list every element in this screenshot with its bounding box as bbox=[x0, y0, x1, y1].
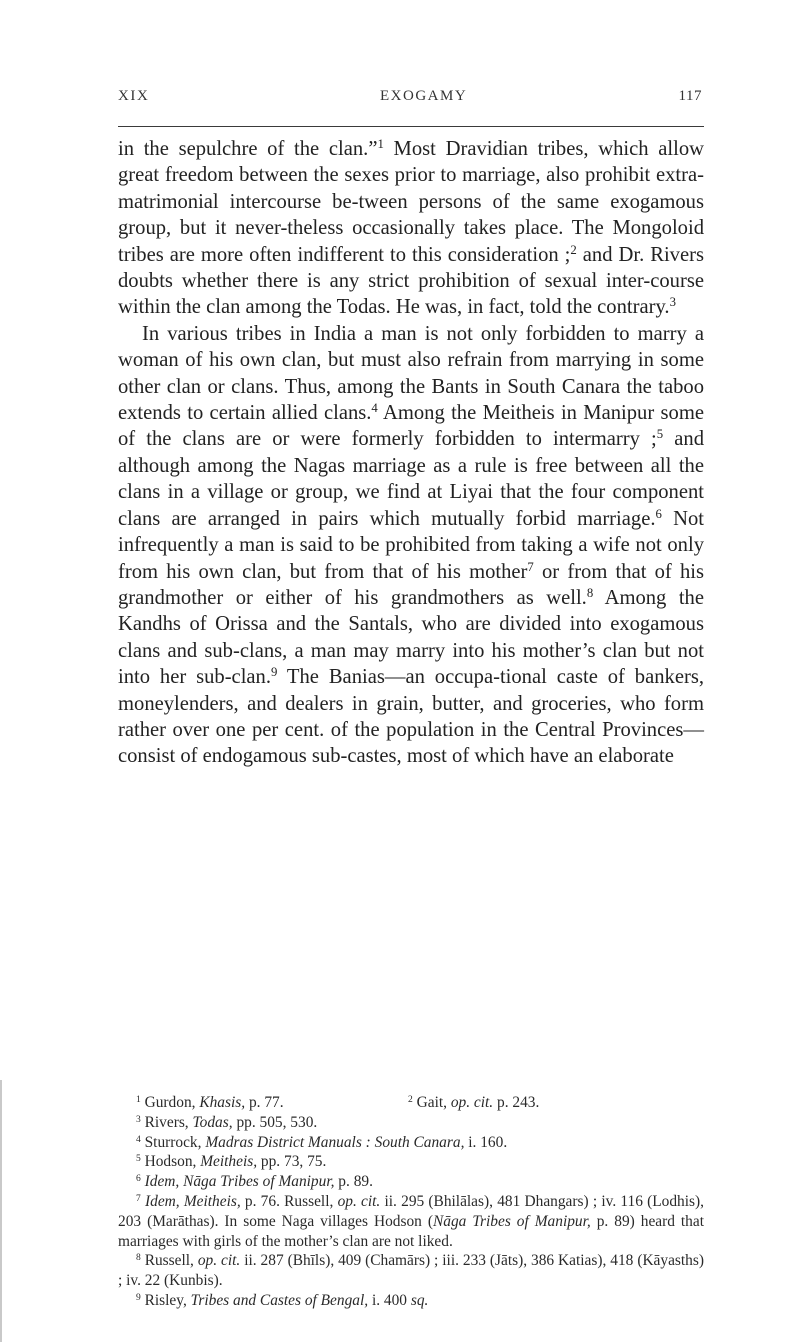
footnote-number: 9 bbox=[136, 1291, 141, 1303]
footnote-ref-5: 5 bbox=[656, 427, 664, 442]
footnote-ref-2: 2 bbox=[570, 242, 577, 257]
footnote-5 bbox=[118, 1152, 704, 1172]
fn-title: op. cit. bbox=[450, 1094, 494, 1111]
fn-text: Russell, bbox=[144, 1252, 198, 1270]
footnote-9 bbox=[118, 1291, 704, 1311]
page-edge-shadow bbox=[0, 1080, 2, 1342]
text-span: Most Dravidian tribes, which allow great freedom between the sexes prior to marriage, also prohibit extra-matrimonial intercourse be-tween persons of the same exogamous group, but it never-theless occasionally takes place. The Mongoloid tribes are more often indifferent to this consideration ; bbox=[118, 138, 704, 266]
fn-text: p. 89) heard that marriages with girls of the mother’s clan are not liked. bbox=[118, 1212, 704, 1250]
footnote-number: 5 bbox=[136, 1153, 141, 1165]
footnote-row bbox=[118, 1093, 704, 1113]
header-rule bbox=[118, 126, 704, 127]
page-number: 117 bbox=[678, 88, 702, 104]
fn-text: Gurdon, bbox=[144, 1094, 200, 1111]
main-text bbox=[118, 136, 704, 770]
running-header bbox=[118, 84, 704, 114]
text-span: The Banias—an occupa-tional caste of bankers, moneylenders, and dealers in grain, butter, and groceries, who form rather over one per cent. of the population in the Central Provinces—consist of endogamous sub-castes, most of which have an elaborate bbox=[118, 666, 704, 768]
footnote-ref-1: 1 bbox=[377, 136, 384, 151]
footnote-7 bbox=[118, 1192, 704, 1251]
text-span: Among the Kandhs of Orissa and the Santals, who are divided into exogamous clans and sub-clans, a man may marry into his mother’s clan but not into her sub-clan. bbox=[118, 586, 704, 689]
footnote-ref-6: 6 bbox=[655, 506, 662, 521]
text-span: In various tribes in India a man is not only forbidden to marry a woman of his own clan, but must also refrain from marrying in some other clan or clans. Thus, among the Bants in South Canara the taboo extends to certain allied clans. bbox=[118, 322, 704, 425]
footnote-number: 3 bbox=[136, 1113, 141, 1125]
fn-title: op. cit. bbox=[197, 1252, 241, 1270]
fn-title: Khasis, bbox=[199, 1094, 246, 1111]
footnote-3 bbox=[118, 1113, 704, 1133]
footnote-8 bbox=[118, 1251, 704, 1291]
text-span: or from that of his grandmother or either of his grandmothers as well. bbox=[118, 560, 705, 609]
text-span: and Dr. Rivers doubts whether there is any strict prohibition of sexual inter-course within the clan among the Todas. He was, in fact, told the contrary. bbox=[118, 243, 704, 319]
footnote-number: 2 bbox=[408, 1093, 413, 1105]
footnotes bbox=[118, 1093, 704, 1311]
footnote-2 bbox=[408, 1093, 680, 1113]
fn-text: p. 243. bbox=[493, 1094, 540, 1111]
fn-title: Meitheis, bbox=[200, 1153, 258, 1171]
fn-title: sq. bbox=[410, 1291, 429, 1309]
chapter-numeral: XIX bbox=[118, 88, 150, 104]
text-span: in the sepulchre of the clan.” bbox=[118, 138, 378, 160]
footnote-number: 6 bbox=[136, 1172, 141, 1184]
fn-text: Rivers, bbox=[144, 1113, 193, 1131]
fn-text: i. 160. bbox=[464, 1133, 508, 1151]
fn-text: p. 77. bbox=[245, 1094, 284, 1111]
footnote-ref-7: 7 bbox=[527, 559, 534, 574]
paragraph-2 bbox=[118, 321, 704, 770]
fn-text: Hodson, bbox=[144, 1153, 201, 1171]
fn-text: i. 400 bbox=[368, 1291, 411, 1309]
footnote-4 bbox=[118, 1133, 704, 1153]
footnote-ref-8: 8 bbox=[586, 585, 594, 600]
fn-title: Idem, Meitheis, bbox=[145, 1192, 241, 1210]
footnote-number: 7 bbox=[136, 1192, 141, 1204]
fn-text: p. 76. Russell, bbox=[240, 1192, 338, 1210]
text-span: Not infrequently a man is said to be prohibited from taking a wife not only from his own clan, but from that of his mother bbox=[118, 507, 704, 583]
text-span: and although among the Nagas marriage as a rule is free between all the clans in a village or group, we find at Liyai that the four component clans are arranged in pairs which mutually forbid marriage. bbox=[118, 428, 704, 530]
fn-title: op. cit. bbox=[337, 1192, 381, 1210]
footnote-ref-3: 3 bbox=[669, 295, 676, 310]
fn-text: pp. 73, 75. bbox=[257, 1153, 327, 1171]
fn-text: Gait, bbox=[416, 1094, 451, 1111]
fn-text: ii. 295 (Bhilālas), 481 Dhangars) ; iv. 116 (Lodhis), 203 (Marāthas). In some Naga villages Hodson ( bbox=[118, 1192, 704, 1230]
footnote-1 bbox=[136, 1093, 408, 1113]
fn-title: Madras District Manuals : South Canara, bbox=[205, 1133, 465, 1151]
footnote-number: 8 bbox=[136, 1252, 141, 1264]
fn-text: Risley, bbox=[144, 1291, 191, 1309]
footnote-number: 1 bbox=[136, 1093, 141, 1105]
footnote-ref-4: 4 bbox=[371, 401, 378, 416]
paragraph-1 bbox=[118, 136, 704, 321]
fn-text: ii. 287 (Bhīls), 409 (Chamārs) ; iii. 233 (Jāts), 386 Katias), 418 (Kāyasths) ; iv. 22 (Kunbis). bbox=[118, 1252, 704, 1290]
fn-text: p. 89. bbox=[334, 1173, 373, 1191]
text-span: Among the Meitheis in Manipur some of the clans are or were formerly forbidden to intermarry ; bbox=[118, 402, 704, 451]
footnote-number: 4 bbox=[136, 1133, 141, 1145]
fn-title: Tribes and Castes of Bengal, bbox=[190, 1291, 369, 1309]
running-title: EXOGAMY bbox=[380, 88, 468, 104]
fn-title: Todas, bbox=[192, 1113, 233, 1131]
footnote-6 bbox=[118, 1172, 704, 1192]
footnote-ref-9: 9 bbox=[271, 665, 278, 680]
fn-text: Sturrock, bbox=[144, 1133, 206, 1151]
fn-title: Nāga Tribes of Manipur, bbox=[432, 1212, 591, 1230]
fn-title: Idem, Nāga Tribes of Manipur, bbox=[144, 1173, 335, 1191]
fn-text: pp. 505, 530. bbox=[232, 1113, 318, 1131]
